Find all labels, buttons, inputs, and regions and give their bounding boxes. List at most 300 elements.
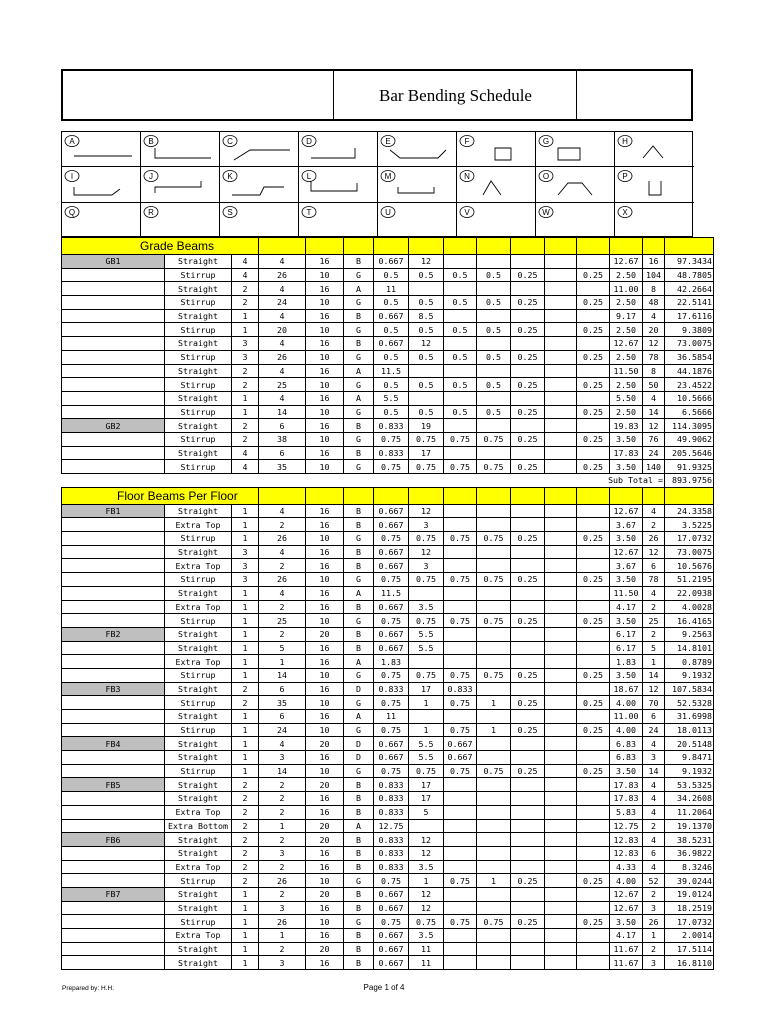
cell-desc: Straight — [165, 751, 232, 765]
cell-tot: 52.5328 — [665, 696, 714, 710]
cell-shape: G — [344, 915, 374, 929]
table-row — [62, 929, 714, 943]
cell-e — [511, 446, 545, 460]
cell-b: 0.5 — [409, 296, 444, 310]
cell-desc: Extra Top — [165, 860, 232, 874]
cell-nos: 70 — [643, 696, 665, 710]
cell-a: 0.667 — [374, 751, 409, 765]
cell-f — [545, 668, 577, 682]
cell-f — [545, 805, 577, 819]
cell-g — [577, 309, 610, 323]
table-row — [62, 627, 714, 641]
cell-n2: 4 — [259, 337, 306, 351]
cell-d: 0.75 — [477, 532, 511, 546]
cell-nos: 12 — [643, 337, 665, 351]
cell-tot: 38.5231 — [665, 833, 714, 847]
cell-b: 0.75 — [409, 915, 444, 929]
member-label: FB6 — [62, 833, 165, 847]
shape-cell — [62, 132, 141, 167]
cell-g — [577, 627, 610, 641]
cell-dia: 16 — [306, 655, 344, 669]
cell-f — [545, 751, 577, 765]
cell-n2: 4 — [259, 364, 306, 378]
cell-nos: 52 — [643, 874, 665, 888]
shape-diagram — [299, 203, 378, 238]
cell-len: 5.50 — [610, 391, 643, 405]
member-label — [62, 364, 165, 378]
cell-d: 0.5 — [477, 405, 511, 419]
cell-len: 17.83 — [610, 446, 643, 460]
cell-dia: 10 — [306, 696, 344, 710]
cell-len: 3.50 — [610, 532, 643, 546]
member-label: FB3 — [62, 682, 165, 696]
shape-cell — [220, 132, 299, 167]
group-header-row — [62, 487, 714, 504]
cell-desc: Straight — [165, 627, 232, 641]
cell-tot: 22.5141 — [665, 296, 714, 310]
cell-desc: Stirrup — [165, 573, 232, 587]
cell-d — [477, 751, 511, 765]
cell-a: 0.5 — [374, 350, 409, 364]
shape-cell — [378, 132, 457, 167]
cell-c — [444, 600, 477, 614]
cell-len: 6.83 — [610, 751, 643, 765]
shape-letter: V — [464, 207, 470, 217]
cell-shape: B — [344, 860, 374, 874]
cell-a: 0.833 — [374, 419, 409, 433]
cell-c: 0.5 — [444, 350, 477, 364]
cell-c — [444, 710, 477, 724]
shape-diagram — [536, 167, 615, 202]
cell-nos: 4 — [643, 833, 665, 847]
cell-d — [477, 737, 511, 751]
cell-d: 0.75 — [477, 432, 511, 446]
cell-nos: 4 — [643, 778, 665, 792]
shape-cell — [615, 132, 694, 167]
cell-b: 17 — [409, 446, 444, 460]
cell-f — [545, 874, 577, 888]
cell-a: 0.75 — [374, 764, 409, 778]
cell-g — [577, 391, 610, 405]
cell-g — [577, 559, 610, 573]
cell-c — [444, 929, 477, 943]
cell-b — [409, 364, 444, 378]
shape-letter: I — [70, 172, 74, 182]
cell-n1: 4 — [232, 460, 259, 474]
shape-diagram — [141, 203, 220, 238]
cell-g — [577, 446, 610, 460]
cell-nos: 12 — [643, 682, 665, 696]
cell-d — [477, 901, 511, 915]
cell-n2: 2 — [259, 627, 306, 641]
shape-cell — [220, 203, 299, 238]
cell-a: 0.667 — [374, 337, 409, 351]
shape-letter: C — [227, 137, 233, 146]
cell-b: 5.5 — [409, 737, 444, 751]
header-divider — [576, 71, 577, 119]
cell-n2: 1 — [259, 929, 306, 943]
cell-len: 4.17 — [610, 929, 643, 943]
cell-d — [477, 956, 511, 970]
member-label — [62, 309, 165, 323]
bar-shape-legend — [61, 131, 693, 237]
cell-n1: 2 — [232, 792, 259, 806]
cell-n1: 2 — [232, 378, 259, 392]
cell-tot: 9.1932 — [665, 668, 714, 682]
cell-dia: 10 — [306, 532, 344, 546]
cell-c — [444, 819, 477, 833]
cell-len: 3.50 — [610, 573, 643, 587]
header-divider — [333, 71, 334, 119]
page-number: Page 1 of 4 — [363, 983, 405, 992]
cell-len: 19.83 — [610, 419, 643, 433]
table-row — [62, 268, 714, 282]
cell-n2: 35 — [259, 696, 306, 710]
table-row — [62, 751, 714, 765]
cell-c — [444, 559, 477, 573]
cell-e — [511, 819, 545, 833]
cell-e: 0.25 — [511, 268, 545, 282]
cell-c: 0.75 — [444, 696, 477, 710]
cell-len: 6.17 — [610, 641, 643, 655]
cell-nos: 14 — [643, 668, 665, 682]
cell-e — [511, 255, 545, 269]
cell-g — [577, 586, 610, 600]
cell-g: 0.25 — [577, 460, 610, 474]
cell-e — [511, 778, 545, 792]
cell-tot: 18.2519 — [665, 901, 714, 915]
cell-f — [545, 391, 577, 405]
cell-nos: 140 — [643, 460, 665, 474]
cell-tot: 34.2608 — [665, 792, 714, 806]
cell-b: 0.5 — [409, 350, 444, 364]
cell-c — [444, 641, 477, 655]
cell-n1: 1 — [232, 532, 259, 546]
cell-tot: 19.1370 — [665, 819, 714, 833]
shape-cell — [62, 203, 141, 238]
cell-shape: D — [344, 737, 374, 751]
shape-diagram — [457, 203, 536, 238]
cell-len: 3.50 — [610, 460, 643, 474]
shape-cell — [378, 167, 457, 202]
cell-desc: Stirrup — [165, 460, 232, 474]
cell-e — [511, 942, 545, 956]
cell-b: 5.5 — [409, 627, 444, 641]
bar-shape-sketch — [398, 187, 434, 193]
cell-dia: 20 — [306, 737, 344, 751]
member-label — [62, 819, 165, 833]
shape-letter: O — [542, 172, 550, 182]
cell-desc: Straight — [165, 846, 232, 860]
member-label — [62, 350, 165, 364]
cell-c — [444, 391, 477, 405]
cell-tot: 31.6998 — [665, 710, 714, 724]
cell-n2: 1 — [259, 655, 306, 669]
cell-len: 3.50 — [610, 915, 643, 929]
cell-e: 0.25 — [511, 405, 545, 419]
cell-n2: 26 — [259, 573, 306, 587]
cell-e: 0.25 — [511, 915, 545, 929]
cell-shape: G — [344, 432, 374, 446]
cell-c — [444, 586, 477, 600]
group-header-cell — [477, 238, 511, 255]
cell-len: 12.67 — [610, 901, 643, 915]
cell-dia: 16 — [306, 901, 344, 915]
cell-tot: 44.1876 — [665, 364, 714, 378]
cell-c — [444, 337, 477, 351]
group-header-cell — [344, 487, 374, 504]
cell-tot: 9.3809 — [665, 323, 714, 337]
table-row — [62, 614, 714, 628]
cell-e — [511, 833, 545, 847]
cell-n1: 1 — [232, 655, 259, 669]
cell-n1: 1 — [232, 586, 259, 600]
cell-nos: 2 — [643, 942, 665, 956]
cell-n2: 4 — [259, 504, 306, 518]
cell-shape: G — [344, 350, 374, 364]
cell-c — [444, 956, 477, 970]
cell-n2: 2 — [259, 833, 306, 847]
shape-diagram — [378, 167, 457, 202]
cell-e — [511, 364, 545, 378]
cell-a: 0.667 — [374, 309, 409, 323]
cell-d: 0.75 — [477, 460, 511, 474]
cell-tot: 9.8471 — [665, 751, 714, 765]
cell-a: 0.833 — [374, 778, 409, 792]
cell-g — [577, 805, 610, 819]
shape-cell — [615, 167, 694, 202]
shape-letter: A — [69, 137, 75, 146]
cell-n1: 1 — [232, 942, 259, 956]
cell-n2: 20 — [259, 323, 306, 337]
cell-g: 0.25 — [577, 874, 610, 888]
shape-letter: S — [227, 207, 233, 217]
cell-desc: Straight — [165, 446, 232, 460]
group-header-cell — [409, 238, 444, 255]
cell-shape: B — [344, 805, 374, 819]
table-row — [62, 364, 714, 378]
cell-desc: Stirrup — [165, 532, 232, 546]
cell-n1: 1 — [232, 323, 259, 337]
cell-len: 3.50 — [610, 764, 643, 778]
cell-n2: 14 — [259, 764, 306, 778]
cell-b: 0.75 — [409, 614, 444, 628]
cell-c: 0.5 — [444, 296, 477, 310]
shape-letter: F — [464, 137, 470, 146]
shape-cell — [536, 167, 615, 202]
cell-tot: 114.3095 — [665, 419, 714, 433]
member-label — [62, 696, 165, 710]
cell-g — [577, 956, 610, 970]
cell-g — [577, 518, 610, 532]
cell-n2: 2 — [259, 887, 306, 901]
cell-a: 0.667 — [374, 737, 409, 751]
cell-n1: 2 — [232, 846, 259, 860]
cell-shape: B — [344, 846, 374, 860]
cell-nos: 78 — [643, 350, 665, 364]
cell-shape: B — [344, 942, 374, 956]
cell-n2: 38 — [259, 432, 306, 446]
cell-d — [477, 682, 511, 696]
cell-tot: 17.0732 — [665, 532, 714, 546]
cell-e: 0.25 — [511, 764, 545, 778]
cell-len: 4.00 — [610, 723, 643, 737]
cell-dia: 16 — [306, 255, 344, 269]
table-row — [62, 956, 714, 970]
cell-g: 0.25 — [577, 573, 610, 587]
cell-desc: Straight — [165, 255, 232, 269]
cell-nos: 6 — [643, 559, 665, 573]
cell-a: 0.667 — [374, 956, 409, 970]
cell-b: 12 — [409, 901, 444, 915]
cell-c: 0.75 — [444, 573, 477, 587]
cell-e — [511, 846, 545, 860]
cell-nos: 2 — [643, 627, 665, 641]
member-label — [62, 668, 165, 682]
cell-nos: 14 — [643, 764, 665, 778]
cell-b: 5.5 — [409, 641, 444, 655]
cell-shape: G — [344, 268, 374, 282]
cell-n2: 4 — [259, 391, 306, 405]
cell-desc: Straight — [165, 682, 232, 696]
shape-letter: N — [464, 172, 470, 182]
bar-shape-sketch — [155, 148, 211, 158]
cell-e: 0.25 — [511, 460, 545, 474]
cell-b: 17 — [409, 792, 444, 806]
table-row — [62, 323, 714, 337]
group-header-cell — [374, 238, 409, 255]
cell-dia: 16 — [306, 309, 344, 323]
cell-tot: 17.5114 — [665, 942, 714, 956]
cell-dia: 20 — [306, 942, 344, 956]
cell-a: 0.75 — [374, 573, 409, 587]
cell-e — [511, 929, 545, 943]
cell-shape: G — [344, 532, 374, 546]
cell-shape: G — [344, 764, 374, 778]
group-header-cell — [374, 487, 409, 504]
cell-f — [545, 792, 577, 806]
table-row — [62, 942, 714, 956]
cell-d: 0.5 — [477, 378, 511, 392]
member-label: FB5 — [62, 778, 165, 792]
cell-tot: 3.5225 — [665, 518, 714, 532]
cell-tot: 48.7805 — [665, 268, 714, 282]
cell-n1: 1 — [232, 668, 259, 682]
cell-len: 3.50 — [610, 668, 643, 682]
cell-nos: 12 — [643, 419, 665, 433]
shape-letter: B — [148, 137, 154, 146]
bar-shape-sketch — [558, 148, 580, 160]
shape-letter: R — [148, 207, 154, 217]
cell-tot: 9.2563 — [665, 627, 714, 641]
cell-c: 0.833 — [444, 682, 477, 696]
cell-n1: 1 — [232, 309, 259, 323]
cell-a: 0.833 — [374, 846, 409, 860]
member-label — [62, 586, 165, 600]
cell-c: 0.75 — [444, 915, 477, 929]
cell-shape: A — [344, 391, 374, 405]
cell-n2: 4 — [259, 545, 306, 559]
member-label — [62, 874, 165, 888]
cell-f — [545, 641, 577, 655]
cell-shape: B — [344, 956, 374, 970]
cell-nos: 2 — [643, 819, 665, 833]
bar-shape-sketch — [311, 148, 355, 158]
cell-shape: A — [344, 364, 374, 378]
cell-e — [511, 641, 545, 655]
shape-diagram — [62, 132, 141, 167]
cell-g: 0.25 — [577, 764, 610, 778]
cell-len: 2.50 — [610, 268, 643, 282]
cell-b: 5 — [409, 805, 444, 819]
cell-n1: 1 — [232, 710, 259, 724]
cell-c — [444, 518, 477, 532]
cell-f — [545, 446, 577, 460]
cell-a: 0.833 — [374, 792, 409, 806]
cell-a: 0.667 — [374, 600, 409, 614]
cell-len: 12.67 — [610, 255, 643, 269]
cell-n2: 26 — [259, 915, 306, 929]
cell-desc: Straight — [165, 778, 232, 792]
member-label — [62, 846, 165, 860]
cell-n2: 2 — [259, 600, 306, 614]
cell-dia: 10 — [306, 405, 344, 419]
cell-n1: 1 — [232, 518, 259, 532]
cell-d: 1 — [477, 723, 511, 737]
cell-tot: 107.5834 — [665, 682, 714, 696]
cell-shape: G — [344, 874, 374, 888]
cell-nos: 1 — [643, 929, 665, 943]
cell-nos: 8 — [643, 282, 665, 296]
cell-nos: 24 — [643, 446, 665, 460]
table-row — [62, 874, 714, 888]
cell-nos: 8 — [643, 364, 665, 378]
cell-len: 3.67 — [610, 559, 643, 573]
cell-e — [511, 282, 545, 296]
shape-letter: X — [622, 207, 628, 217]
cell-c — [444, 792, 477, 806]
group-header-cell — [306, 487, 344, 504]
group-header-row — [62, 238, 714, 255]
bar-shape-sketch — [558, 183, 592, 195]
cell-nos: 4 — [643, 504, 665, 518]
cell-n2: 26 — [259, 532, 306, 546]
cell-b — [409, 655, 444, 669]
cell-g — [577, 682, 610, 696]
cell-a: 1.83 — [374, 655, 409, 669]
cell-e — [511, 737, 545, 751]
cell-d: 0.75 — [477, 614, 511, 628]
cell-b: 5.5 — [409, 751, 444, 765]
cell-e — [511, 391, 545, 405]
cell-shape: D — [344, 751, 374, 765]
cell-shape: G — [344, 696, 374, 710]
cell-a: 0.5 — [374, 296, 409, 310]
group-header-cell — [545, 487, 577, 504]
cell-shape: B — [344, 419, 374, 433]
shape-letter: W — [542, 207, 550, 217]
cell-desc: Stirrup — [165, 268, 232, 282]
cell-e: 0.25 — [511, 696, 545, 710]
cell-e — [511, 627, 545, 641]
cell-n2: 2 — [259, 805, 306, 819]
cell-g: 0.25 — [577, 378, 610, 392]
group-header-cell — [444, 487, 477, 504]
shape-letter: J — [149, 172, 153, 182]
cell-tot: 91.9325 — [665, 460, 714, 474]
cell-g — [577, 255, 610, 269]
cell-n1: 2 — [232, 805, 259, 819]
